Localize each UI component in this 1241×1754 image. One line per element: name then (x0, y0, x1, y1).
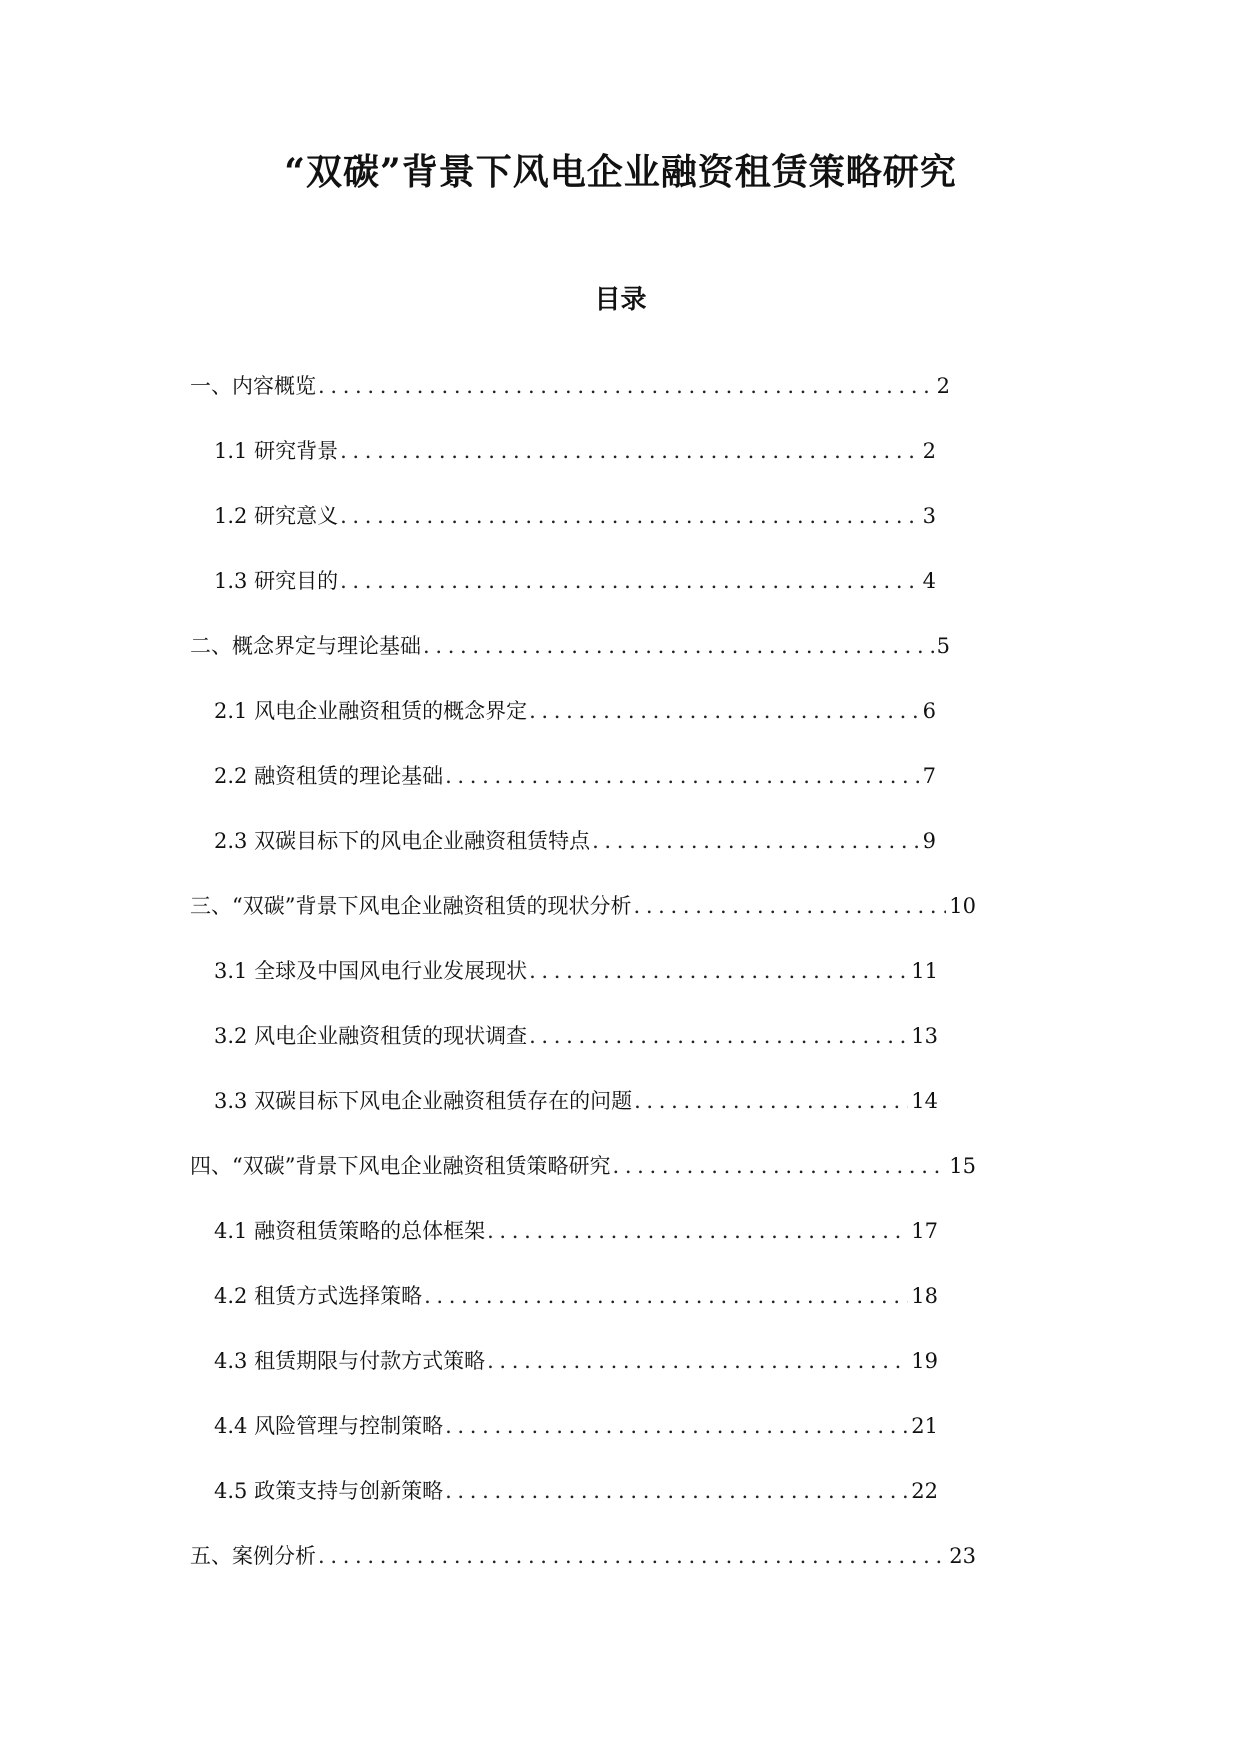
toc-leader-dots (423, 629, 934, 663)
toc-entry-label: 4.4 风险管理与控制策略 (214, 1414, 444, 1438)
toc-entry-page-number: 5 (936, 634, 950, 658)
toc-entry-label: 3.2 风电企业融资租赁的现状调查 (214, 1024, 528, 1048)
toc-entry-label: 2.2 融资租赁的理论基础 (214, 764, 444, 788)
toc-entry[interactable] (214, 1279, 938, 1313)
toc-entry-label: 4.1 融资租赁策略的总体框架 (214, 1219, 486, 1243)
toc-entry-page-number: 2 (936, 374, 950, 398)
toc-leader-dots (340, 564, 920, 598)
toc-leader-dots (529, 1019, 908, 1053)
toc-entry-page-number: 21 (911, 1414, 938, 1438)
toc-leader-dots (487, 1214, 908, 1248)
toc-entry[interactable] (214, 499, 936, 533)
toc-entry[interactable] (214, 1084, 938, 1118)
toc-entry[interactable] (214, 564, 936, 598)
toc-entry-page-number: 3 (922, 504, 936, 528)
toc-leader-dots (529, 694, 920, 728)
toc-entry-label: 4.2 租赁方式选择策略 (214, 1284, 423, 1308)
toc-entry-label: 1.2 研究意义 (214, 504, 339, 528)
toc-entry[interactable] (190, 629, 950, 663)
toc-entry[interactable] (214, 1409, 938, 1443)
toc-entry-page-number: 17 (911, 1219, 938, 1243)
toc-entry-label: 五、案例分析 (190, 1544, 316, 1568)
toc-entry-label: 4.3 租赁期限与付款方式策略 (214, 1349, 486, 1373)
toc-leader-dots (634, 1084, 908, 1118)
toc-entry-label: 四、“双碳”背景下风电企业融资租赁策略研究 (190, 1154, 611, 1178)
toc-entry-page-number: 11 (911, 959, 938, 983)
toc-leader-dots (318, 1539, 946, 1573)
toc-entry-page-number: 18 (911, 1284, 938, 1308)
toc-leader-dots (318, 369, 934, 403)
toc-entry-label: 一、内容概览 (190, 374, 316, 398)
toc-leader-dots (445, 1474, 908, 1508)
toc-entry[interactable] (190, 1539, 976, 1573)
toc-entry-label: 1.3 研究目的 (214, 569, 339, 593)
toc-entry-label: 4.5 政策支持与创新策略 (214, 1479, 444, 1503)
toc-leader-dots (445, 1409, 908, 1443)
toc-entry-page-number: 22 (911, 1479, 938, 1503)
toc-entry[interactable] (190, 1149, 976, 1183)
toc-entry-page-number: 19 (911, 1349, 938, 1373)
toc-entry[interactable] (190, 889, 976, 923)
toc-entry[interactable] (214, 1019, 938, 1053)
toc-leader-dots (633, 889, 946, 923)
toc-entry[interactable] (214, 954, 938, 988)
toc-entry-page-number: 6 (922, 699, 936, 723)
toc-entry-label: 2.1 风电企业融资租赁的概念界定 (214, 699, 528, 723)
toc-entry[interactable] (190, 369, 950, 403)
toc-entry[interactable] (214, 759, 936, 793)
toc-leader-dots (424, 1279, 908, 1313)
toc-entry[interactable] (214, 1474, 938, 1508)
toc-entry[interactable] (214, 434, 936, 468)
toc-entry-page-number: 13 (911, 1024, 938, 1048)
toc-leader-dots (487, 1344, 908, 1378)
toc-entry-page-number: 23 (949, 1544, 976, 1568)
toc-entry-label: 三、“双碳”背景下风电企业融资租赁的现状分析 (190, 894, 632, 918)
toc-entry[interactable] (214, 694, 936, 728)
toc-entry[interactable] (214, 1214, 938, 1248)
toc-entry-label: 3.3 双碳目标下风电企业融资租赁存在的问题 (214, 1089, 633, 1113)
toc-entry-page-number: 2 (922, 439, 936, 463)
toc-entry-page-number: 7 (922, 764, 936, 788)
toc-leader-dots (445, 759, 920, 793)
toc-entry-label: 2.3 双碳目标下的风电企业融资租赁特点 (214, 829, 591, 853)
toc-entry-label: 3.1 全球及中国风电行业发展现状 (214, 959, 528, 983)
toc-entry-label: 1.1 研究背景 (214, 439, 339, 463)
toc-entry-page-number: 14 (911, 1089, 938, 1113)
toc-leader-dots (340, 434, 920, 468)
toc-leader-dots (612, 1149, 946, 1183)
toc-entry-page-number: 4 (922, 569, 936, 593)
toc-entry-page-number: 15 (949, 1154, 976, 1178)
toc-entry-page-number: 9 (922, 829, 936, 853)
toc-entry[interactable] (214, 824, 936, 858)
document-title: “双碳”背景下风电企业融资租赁策略研究 (284, 151, 957, 193)
toc-entry-label: 二、概念界定与理论基础 (190, 634, 421, 658)
toc-leader-dots (340, 499, 920, 533)
toc-entry[interactable] (214, 1344, 938, 1378)
toc-leader-dots (529, 954, 908, 988)
toc-leader-dots (592, 824, 920, 858)
toc-entry-page-number: 10 (949, 894, 976, 918)
toc-heading: 目录 (594, 285, 647, 315)
